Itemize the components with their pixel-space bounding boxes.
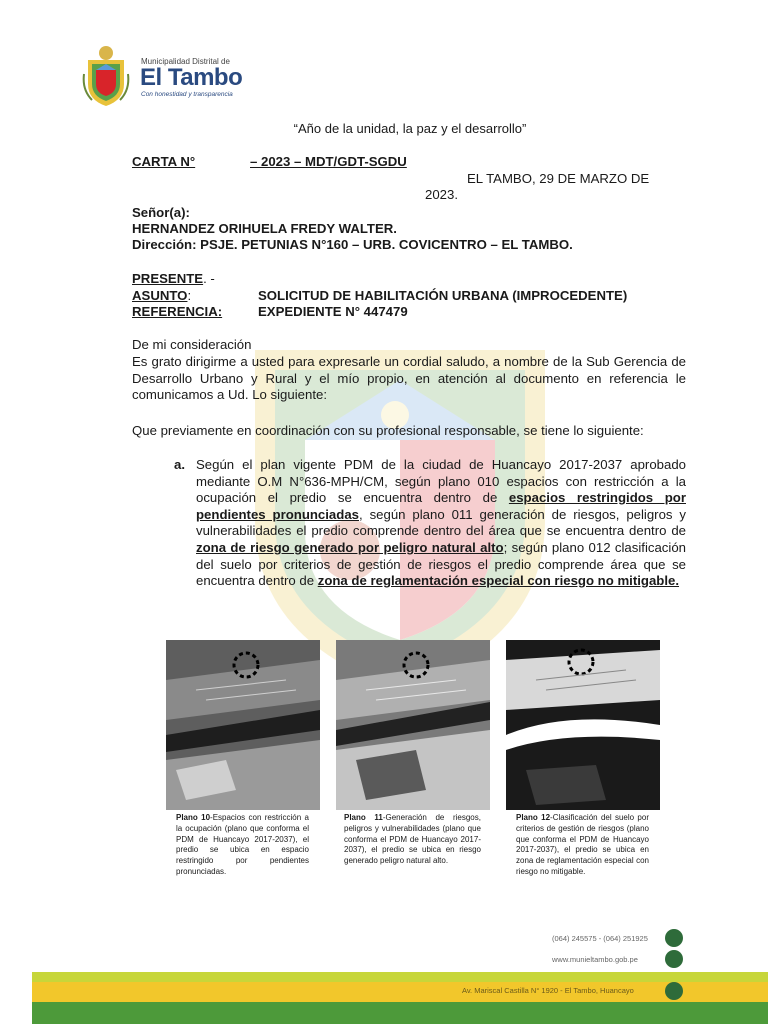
asunto-label: ASUNTO — [132, 288, 188, 303]
salutation: Señor(a): — [132, 205, 190, 220]
item-a-paragraph — [196, 457, 686, 590]
plano-10-map — [166, 640, 320, 810]
asunto-line — [132, 288, 191, 305]
asunto-value: SOLICITUD DE HABILITACIÓN URBANA (IMPROCEDENTE) — [258, 288, 628, 303]
footer-address: Av. Mariscal Castilla N° 1920 - El Tambo, Huancayo — [462, 986, 634, 995]
globe-icon — [665, 950, 683, 968]
date-line-1: EL TAMBO, 29 DE MARZO DE — [467, 171, 650, 186]
plano-11-title: Plano 11 — [344, 813, 383, 822]
item-a-highlight-1: espacios restringidos por pendientes pronunciadas — [196, 490, 686, 522]
org-subtitle: Municipalidad Distrital de — [141, 57, 230, 66]
body-paragraph-1: Es grato dirigirme a usted para expresarle un cordial saludo, a nombre de la Sub Gerencia de Desarrollo Urbano y Rural y el mío propio, en atención al documento en referencia le comunicamos a Ud. Lo siguiente: — [132, 354, 686, 403]
year-motto: “Año de la unidad, la paz y el desarrollo” — [293, 121, 527, 136]
item-a-highlight-3: zona de reglamentación especial con riesgo no mitigable. — [317, 573, 680, 589]
plano-10-title: Plano 10 — [176, 813, 211, 822]
recipient-name: HERNANDEZ ORIHUELA FREDY WALTER. — [132, 221, 397, 236]
presente-label: PRESENTE — [132, 271, 204, 286]
footer-band-yellow — [32, 982, 768, 1002]
item-a-text-2: , según plano 011 generación de riesgos, peligros y vulnerabilidades el predio comprende dentro del área que se encuentra dentro de — [196, 506, 687, 539]
presente-suffix: . - — [203, 271, 215, 286]
consideracion: De mi consideración — [132, 337, 252, 352]
asunto-colon: : — [187, 288, 192, 303]
footer-web: www.munieltambo.gob.pe — [552, 955, 638, 964]
footer-phone: (064) 245575 - (064) 251925 — [552, 934, 648, 943]
plano-12-caption — [516, 813, 649, 878]
referencia-label: REFERENCIA: — [132, 304, 223, 319]
org-tagline: Con honestidad y transparencia — [141, 91, 233, 98]
date-line-2: 2023. — [425, 187, 459, 202]
plano-12-title: Plano 12 — [516, 813, 551, 822]
phone-icon — [665, 929, 683, 947]
item-a-text-3: ; según plano 012 clasificación del suelo por criterios de gestión de riesgos el predio comprende área que se encuentra dentro de — [196, 539, 686, 589]
plano-11-caption — [344, 813, 481, 867]
municipality-logo-icon — [82, 44, 130, 108]
presente-line — [132, 271, 215, 288]
plano-11-caption-text: -Generación de riesgos, peligros y vulnerabilidades (plano que conforma el PDM de Huancayo 2017-2037), el predio se ubica en riesgo generado peligro natural alto. — [344, 813, 481, 866]
item-marker: a. — [174, 457, 185, 472]
plano-11-map — [336, 640, 490, 810]
plano-12-map — [506, 640, 660, 810]
plano-10-caption-text: -Espacios con restricción a la ocupación (plano que conforma el PDM de Huancayo 2017-2037), el predio se ubica en espacio restringido por pendientes pronunciadas. — [176, 813, 309, 876]
footer-band-dark-green — [32, 1002, 768, 1024]
item-a-text-1: Según el plan vigente PDM de la ciudad de Huancayo 2017-2037 aprobado mediante O.M N°636-MPH/CM, según plano 010 espacios con restricción a la ocupación el predio se encuentra dentro de — [196, 457, 686, 506]
plano-12-caption-text: -Clasificación del suelo por criterios de gestión de riesgos (plano que conforma el PDM de Huancayo 2017-2037), el predio se ubica en zona de reglamentación especial con riesgo no mitigable. — [516, 813, 649, 876]
item-a-highlight-2: zona de riesgo generado por peligro natural alto — [196, 539, 504, 555]
org-name: El Tambo — [140, 64, 243, 91]
referencia-value: EXPEDIENTE N° 447479 — [258, 304, 408, 319]
body-paragraph-2: Que previamente en coordinación con su profesional responsable, se tiene lo siguiente: — [132, 423, 644, 438]
recipient-address: Dirección: PSJE. PETUNIAS N°160 – URB. COVICENTRO – EL TAMBO. — [132, 237, 573, 252]
plano-10-caption — [176, 813, 309, 878]
carta-label: CARTA N° — [132, 154, 196, 169]
location-icon — [665, 982, 683, 1000]
carta-code: – 2023 – MDT/GDT-SGDU — [250, 154, 407, 169]
